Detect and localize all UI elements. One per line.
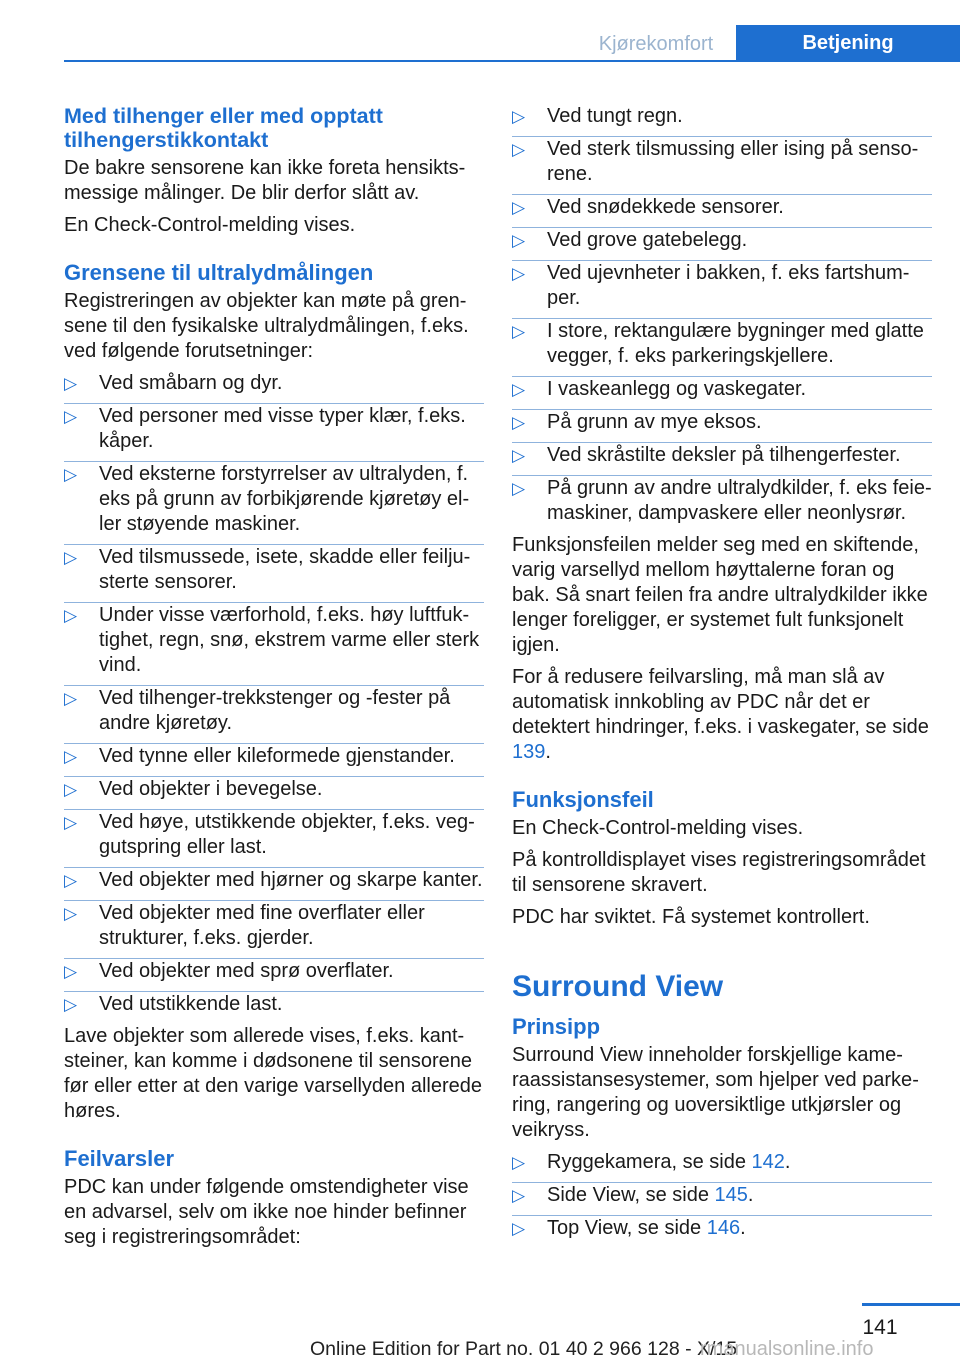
reference-list — [512, 1150, 932, 1241]
list-item: ▷ Ved tilhenger-trekkstenger og -fester på andre kjøretøy. — [64, 685, 484, 736]
triangle-bullet-icon: ▷ — [512, 413, 526, 432]
triangle-bullet-icon: ▷ — [512, 231, 526, 250]
triangle-bullet-icon: ▷ — [64, 962, 78, 981]
list-item: ▷ Side View, se side 145. — [512, 1182, 932, 1208]
triangle-bullet-icon: ▷ — [512, 1153, 526, 1172]
triangle-bullet-icon: ▷ — [512, 198, 526, 217]
page-ref-link[interactable]: 145 — [714, 1184, 748, 1206]
list-item: ▷ På grunn av mye eksos. — [512, 409, 932, 435]
list-item: ▷ Ved sterk tilsmussing eller ising på sensorene. — [512, 136, 932, 187]
right-column — [512, 104, 932, 1248]
triangle-bullet-icon: ▷ — [512, 107, 526, 126]
list-item: ▷ Ved småbarn og dyr. — [64, 372, 283, 394]
heading-prinsipp: Prinsipp — [512, 1014, 601, 1039]
heading-feilvarsler: Feilvarsler — [64, 1146, 175, 1171]
watermark: rmanualsonline.info — [700, 1338, 874, 1360]
bullet-list-left — [64, 371, 484, 1017]
triangle-bullet-icon: ▷ — [64, 871, 78, 890]
triangle-bullet-icon: ▷ — [64, 747, 78, 766]
paragraph: De bakre sensorene kan ikke foreta hensiktsmessige målinger. De blir derfor slått av. — [64, 157, 466, 204]
paragraph: Lave objekter som allerede vises, f.eks. kantsteiner, kan komme i dødsonene til sensorene før eller etter at den varige varsellyden allerede høres. — [64, 1025, 482, 1122]
triangle-bullet-icon: ▷ — [512, 264, 526, 283]
paragraph-with-ref: For å redusere feilvarsling, må man slå av automatisk innkobling av PDC når det er detektert hindringer, f.eks. i vaskegater, se side 139. — [512, 666, 929, 763]
paragraph: PDC kan under følgende omstendigheter vise en advarsel, selv om ikke noe hinder befinner seg i registreringsområdet: — [64, 1176, 469, 1248]
list-item: ▷ Ved eksterne forstyrrelser av ultralyden, f. eks på grunn av forbikjørende kjøretøy eller støyende maskiner. — [64, 461, 484, 537]
list-item: ▷ Ved grove gatebelegg. — [512, 227, 932, 253]
paragraph: En Check-Control-melding vises. — [64, 214, 356, 236]
triangle-bullet-icon: ▷ — [512, 1186, 526, 1205]
footer-rule — [862, 1303, 960, 1306]
list-item: ▷ Under visse værforhold, f.eks. høy luftfuktighet, regn, snø, ekstrem varme eller sterk vind. — [64, 602, 484, 678]
paragraph: Surround View inneholder forskjellige kameraassistansesystemer, som hjelper ved parkering, rangering og uoversiktlige utkjørsler og veikryss. — [512, 1044, 919, 1141]
triangle-bullet-icon: ▷ — [512, 446, 526, 465]
triangle-bullet-icon: ▷ — [512, 322, 526, 341]
heading-tilhenger: Med tilhenger eller med opptatt tilhengerstikkontakt — [64, 104, 383, 152]
heading-funksjonsfeil: Funksjonsfeil — [512, 787, 654, 812]
list-item: ▷ Ved snødekkede sensorer. — [512, 194, 932, 220]
list-item: ▷ Ved utstikkende last. — [64, 991, 484, 1017]
list-item: ▷ Top View, se side 146. — [512, 1215, 932, 1241]
triangle-bullet-icon: ▷ — [64, 904, 78, 923]
triangle-bullet-icon: ▷ — [64, 813, 78, 832]
page-ref-link[interactable]: 139 — [512, 741, 546, 763]
list-item: ▷ Ved objekter i bevegelse. — [64, 776, 484, 802]
list-item: ▷ Ved tynne eller kileformede gjenstander. — [64, 743, 484, 769]
list-item: ▷ Ved tungt regn. — [512, 105, 683, 127]
triangle-bullet-icon: ▷ — [64, 689, 78, 708]
page-ref-link[interactable]: 146 — [706, 1217, 741, 1239]
tab-kjorekomfort[interactable]: Kjørekomfort — [582, 28, 730, 60]
list-item: ▷ Ved objekter med hjørner og skarpe kanter. — [64, 869, 483, 891]
triangle-bullet-icon: ▷ — [64, 548, 78, 567]
edition-note: Online Edition for Part no. 01 40 2 966 128 - X/15 — [310, 1338, 738, 1360]
page-ref-link[interactable]: 142 — [751, 1151, 785, 1173]
list-item: ▷ Ved personer med visse typer klær, f.eks. kåper. — [64, 403, 484, 454]
list-item: ▷ Ved objekter med fine overflater eller strukturer, f.eks. gjerder. — [64, 900, 484, 951]
triangle-bullet-icon: ▷ — [512, 479, 526, 498]
list-item: ▷ På grunn av andre ultralydkilder, f. eks feiemaskiner, dampvaskere eller neonlysrør. — [512, 477, 932, 524]
list-item: ▷ Ryggekamera, se side 142. — [512, 1151, 791, 1173]
triangle-bullet-icon: ▷ — [64, 606, 78, 625]
triangle-bullet-icon: ▷ — [64, 780, 78, 799]
paragraph: På kontrolldisplayet vises registreringsområdet til sensorene skravert. — [512, 849, 926, 896]
bullet-list-right — [512, 104, 932, 526]
triangle-bullet-icon: ▷ — [512, 1219, 526, 1238]
heading-grensene: Grensene til ultralydmålingen — [64, 260, 374, 285]
triangle-bullet-icon: ▷ — [512, 380, 526, 399]
page-header — [0, 0, 960, 62]
list-item: ▷ Ved tilsmussede, isete, skadde eller feiljusterte sensorer. — [64, 544, 484, 595]
triangle-bullet-icon: ▷ — [64, 374, 78, 393]
list-item: ▷ I store, rektangulære bygninger med glatte vegger, f. eks parkeringskjellere. — [512, 318, 932, 369]
paragraph: Registreringen av objekter kan møte på grensene til den fysikalske ultralydmålingen, f.eks. ved følgende forutsetninger: — [64, 290, 469, 362]
triangle-bullet-icon: ▷ — [64, 465, 78, 484]
triangle-bullet-icon: ▷ — [64, 407, 78, 426]
list-item: ▷ Ved ujevnheter i bakken, f. eks fartshumper. — [512, 260, 932, 311]
list-item: ▷ Ved høye, utstikkende objekter, f.eks. veggutspring eller last. — [64, 809, 484, 860]
list-item: ▷ Ved skråstilte deksler på tilhengerfester. — [512, 442, 932, 468]
paragraph: Funksjonsfeilen melder seg med en skiftende, varig varsellyd mellom høyttalerne foran og bak. Så snart feilen fra andre ultralydkilder ikke lenger foreligger, er systemet fult funksjonelt igjen. — [512, 534, 928, 656]
list-item: ▷ Ved objekter med sprø overflater. — [64, 958, 484, 984]
heading-surround-view: Surround View — [512, 970, 724, 1003]
triangle-bullet-icon: ▷ — [512, 140, 526, 159]
header-rule — [64, 60, 960, 62]
paragraph: En Check-Control-melding vises. — [512, 817, 804, 839]
left-column — [64, 104, 484, 1257]
page-number: 141 — [862, 1316, 898, 1339]
paragraph: PDC har sviktet. Få systemet kontrollert. — [512, 906, 870, 928]
tab-betjening[interactable]: Betjening — [736, 25, 960, 62]
triangle-bullet-icon: ▷ — [64, 995, 78, 1014]
list-item: ▷ I vaskeanlegg og vaskegater. — [512, 376, 932, 402]
